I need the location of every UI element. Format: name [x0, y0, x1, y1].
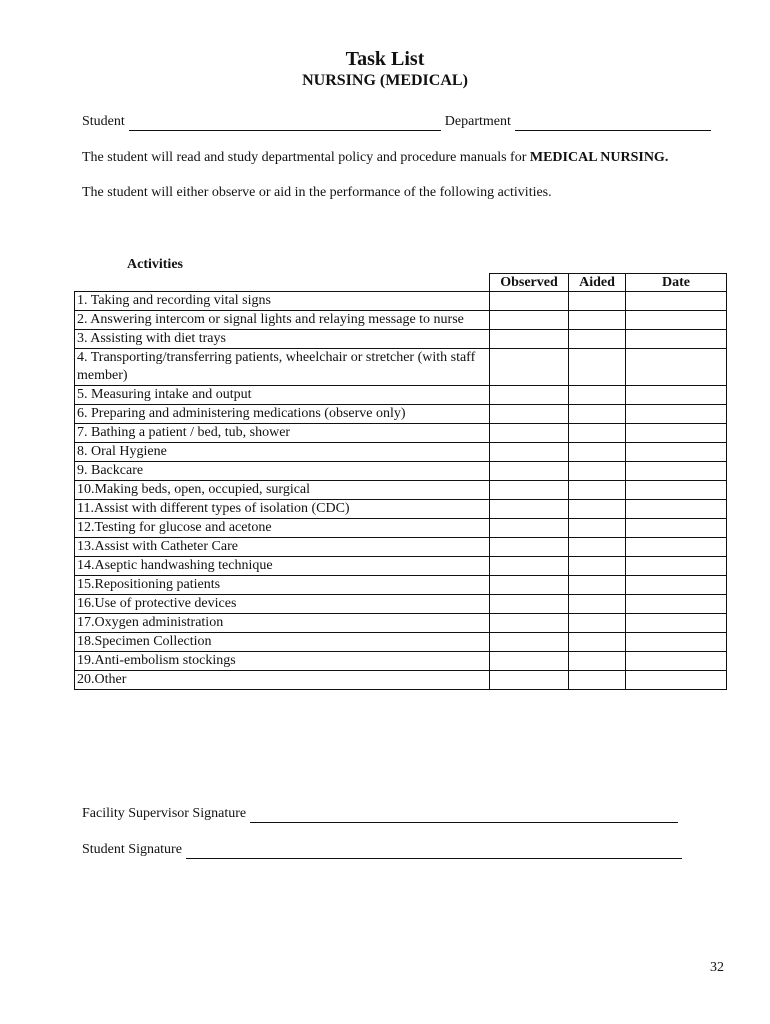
table-row: [75, 405, 727, 424]
page-title: Task List: [345, 48, 425, 70]
table-row: [75, 330, 727, 349]
aided-cell[interactable]: [569, 424, 626, 443]
date-cell[interactable]: [626, 330, 727, 349]
table-row: [75, 481, 727, 500]
observed-cell[interactable]: [490, 386, 569, 405]
student-label: Student: [82, 114, 125, 129]
task-cell: [75, 538, 490, 557]
student-signature-row: [82, 841, 686, 859]
task-label: 7. Bathing a patient / bed, tub, shower: [77, 425, 291, 440]
task-label: 14.Aseptic handwashing technique: [77, 558, 273, 573]
observed-cell[interactable]: [490, 557, 569, 576]
task-label: 6. Preparing and administering medications (observe only): [77, 406, 406, 421]
date-cell[interactable]: [626, 671, 727, 690]
table-row: [75, 671, 727, 690]
task-table-body: [75, 292, 727, 690]
aided-cell[interactable]: [569, 652, 626, 671]
observed-cell[interactable]: [490, 538, 569, 557]
table-row: [75, 292, 727, 311]
aided-cell[interactable]: [569, 576, 626, 595]
date-cell[interactable]: [626, 349, 727, 386]
supervisor-signature-label: Facility Supervisor Signature: [82, 806, 247, 821]
observed-cell[interactable]: [490, 311, 569, 330]
date-cell[interactable]: [626, 481, 727, 500]
task-cell: [75, 405, 490, 424]
task-label: 19.Anti-embolism stockings: [77, 653, 236, 668]
date-cell[interactable]: [626, 443, 727, 462]
date-cell[interactable]: [626, 519, 727, 538]
observed-cell[interactable]: [490, 519, 569, 538]
department-field[interactable]: [515, 116, 711, 131]
aided-cell[interactable]: [569, 330, 626, 349]
aided-cell[interactable]: [569, 311, 626, 330]
observed-cell[interactable]: [490, 330, 569, 349]
task-table: [74, 291, 727, 690]
task-label: 15.Repositioning patients: [77, 577, 221, 592]
date-cell[interactable]: [626, 292, 727, 311]
task-label: 11.Assist with different types of isolation (CDC): [77, 501, 350, 516]
intro-text: The student will read and study departmental policy and procedure manuals for: [82, 150, 530, 165]
table-row: [75, 462, 727, 481]
task-cell: [75, 349, 490, 386]
task-cell: [75, 462, 490, 481]
page-number: 32: [710, 960, 724, 975]
supervisor-signature-row: [82, 805, 682, 823]
task-cell: [75, 576, 490, 595]
observed-cell[interactable]: [490, 671, 569, 690]
task-label: 8. Oral Hygiene: [77, 444, 167, 459]
task-cell: [75, 614, 490, 633]
table-row: [75, 576, 727, 595]
table-row: [75, 424, 727, 443]
student-signature-field[interactable]: [186, 844, 682, 859]
task-label: 20.Other: [77, 672, 127, 687]
aided-cell[interactable]: [569, 671, 626, 690]
task-cell: [75, 671, 490, 690]
date-cell[interactable]: [626, 614, 727, 633]
aided-cell[interactable]: [569, 500, 626, 519]
aided-cell[interactable]: [569, 443, 626, 462]
supervisor-signature-field[interactable]: [250, 808, 678, 823]
department-label: Department: [444, 114, 511, 129]
column-header-observed: Observed: [489, 273, 569, 291]
observed-cell[interactable]: [490, 481, 569, 500]
date-cell[interactable]: [626, 595, 727, 614]
task-label: 3. Assisting with diet trays: [77, 331, 226, 346]
intro-paragraph-1: [82, 149, 668, 167]
task-cell: [75, 424, 490, 443]
task-cell: [75, 652, 490, 671]
task-label: 18.Specimen Collection: [77, 634, 212, 649]
intro-paragraph-2: The student will either observe or aid in the performance of the following activities.: [82, 185, 552, 200]
observed-cell[interactable]: [490, 595, 569, 614]
student-signature-label: Student Signature: [82, 842, 182, 857]
task-label: 9. Backcare: [77, 463, 144, 478]
date-cell[interactable]: [626, 500, 727, 519]
task-cell: [75, 386, 490, 405]
observed-cell[interactable]: [490, 292, 569, 311]
task-label: 2. Answering intercom or signal lights and relaying message to nurse: [77, 312, 464, 327]
task-cell: [75, 311, 490, 330]
intro-bold-text: MEDICAL NURSING.: [529, 150, 669, 165]
table-row: [75, 557, 727, 576]
observed-cell[interactable]: [490, 462, 569, 481]
observed-cell[interactable]: [490, 443, 569, 462]
date-cell[interactable]: [626, 462, 727, 481]
table-row: [75, 652, 727, 671]
task-label: 17.Oxygen administration: [77, 615, 224, 630]
date-cell[interactable]: [626, 424, 727, 443]
table-row: [75, 349, 727, 386]
task-label: 1. Taking and recording vital signs: [77, 293, 271, 308]
task-cell: [75, 500, 490, 519]
date-cell[interactable]: [626, 557, 727, 576]
aided-cell[interactable]: [569, 481, 626, 500]
observed-cell[interactable]: [490, 500, 569, 519]
student-name-field[interactable]: [129, 116, 441, 131]
task-cell: [75, 481, 490, 500]
task-cell: [75, 633, 490, 652]
task-cell: [75, 519, 490, 538]
task-label: 16.Use of protective devices: [77, 596, 237, 611]
observed-cell[interactable]: [490, 576, 569, 595]
table-row: [75, 519, 727, 538]
observed-cell[interactable]: [490, 424, 569, 443]
observed-cell[interactable]: [490, 633, 569, 652]
table-row: [75, 538, 727, 557]
date-cell[interactable]: [626, 405, 727, 424]
task-cell: [75, 292, 490, 311]
aided-cell[interactable]: [569, 386, 626, 405]
aided-cell[interactable]: [569, 349, 626, 386]
table-row: [75, 386, 727, 405]
task-label: 5. Measuring intake and output: [77, 387, 252, 402]
date-cell[interactable]: [626, 652, 727, 671]
date-cell[interactable]: [626, 311, 727, 330]
aided-cell[interactable]: [569, 614, 626, 633]
task-label: 10.Making beds, open, occupied, surgical: [77, 482, 311, 497]
observed-cell[interactable]: [490, 652, 569, 671]
table-row: [75, 595, 727, 614]
page-subtitle: NURSING (MEDICAL): [302, 72, 468, 89]
task-label: 13.Assist with Catheter Care: [77, 539, 238, 554]
table-row: [75, 311, 727, 330]
task-cell: [75, 557, 490, 576]
observed-cell[interactable]: [490, 349, 569, 386]
column-header-date: Date: [625, 273, 727, 291]
aided-cell[interactable]: [569, 595, 626, 614]
date-cell[interactable]: [626, 576, 727, 595]
task-label: 4. Transporting/transferring patients, wheelchair or stretcher (with staff member): [77, 350, 476, 383]
aided-cell[interactable]: [569, 405, 626, 424]
student-department-row: [82, 113, 715, 131]
activities-heading: Activities: [127, 257, 183, 272]
task-cell: [75, 595, 490, 614]
task-cell: [75, 443, 490, 462]
date-cell[interactable]: [626, 538, 727, 557]
table-row: [75, 614, 727, 633]
table-row: [75, 443, 727, 462]
observed-cell[interactable]: [490, 405, 569, 424]
task-label: 12.Testing for glucose and acetone: [77, 520, 272, 535]
table-row: [75, 633, 727, 652]
date-cell[interactable]: [626, 633, 727, 652]
aided-cell[interactable]: [569, 557, 626, 576]
aided-cell[interactable]: [569, 462, 626, 481]
aided-cell[interactable]: [569, 292, 626, 311]
aided-cell[interactable]: [569, 633, 626, 652]
column-header-aided: Aided: [568, 273, 626, 291]
table-row: [75, 500, 727, 519]
task-cell: [75, 330, 490, 349]
aided-cell[interactable]: [569, 519, 626, 538]
aided-cell[interactable]: [569, 538, 626, 557]
observed-cell[interactable]: [490, 614, 569, 633]
date-cell[interactable]: [626, 386, 727, 405]
